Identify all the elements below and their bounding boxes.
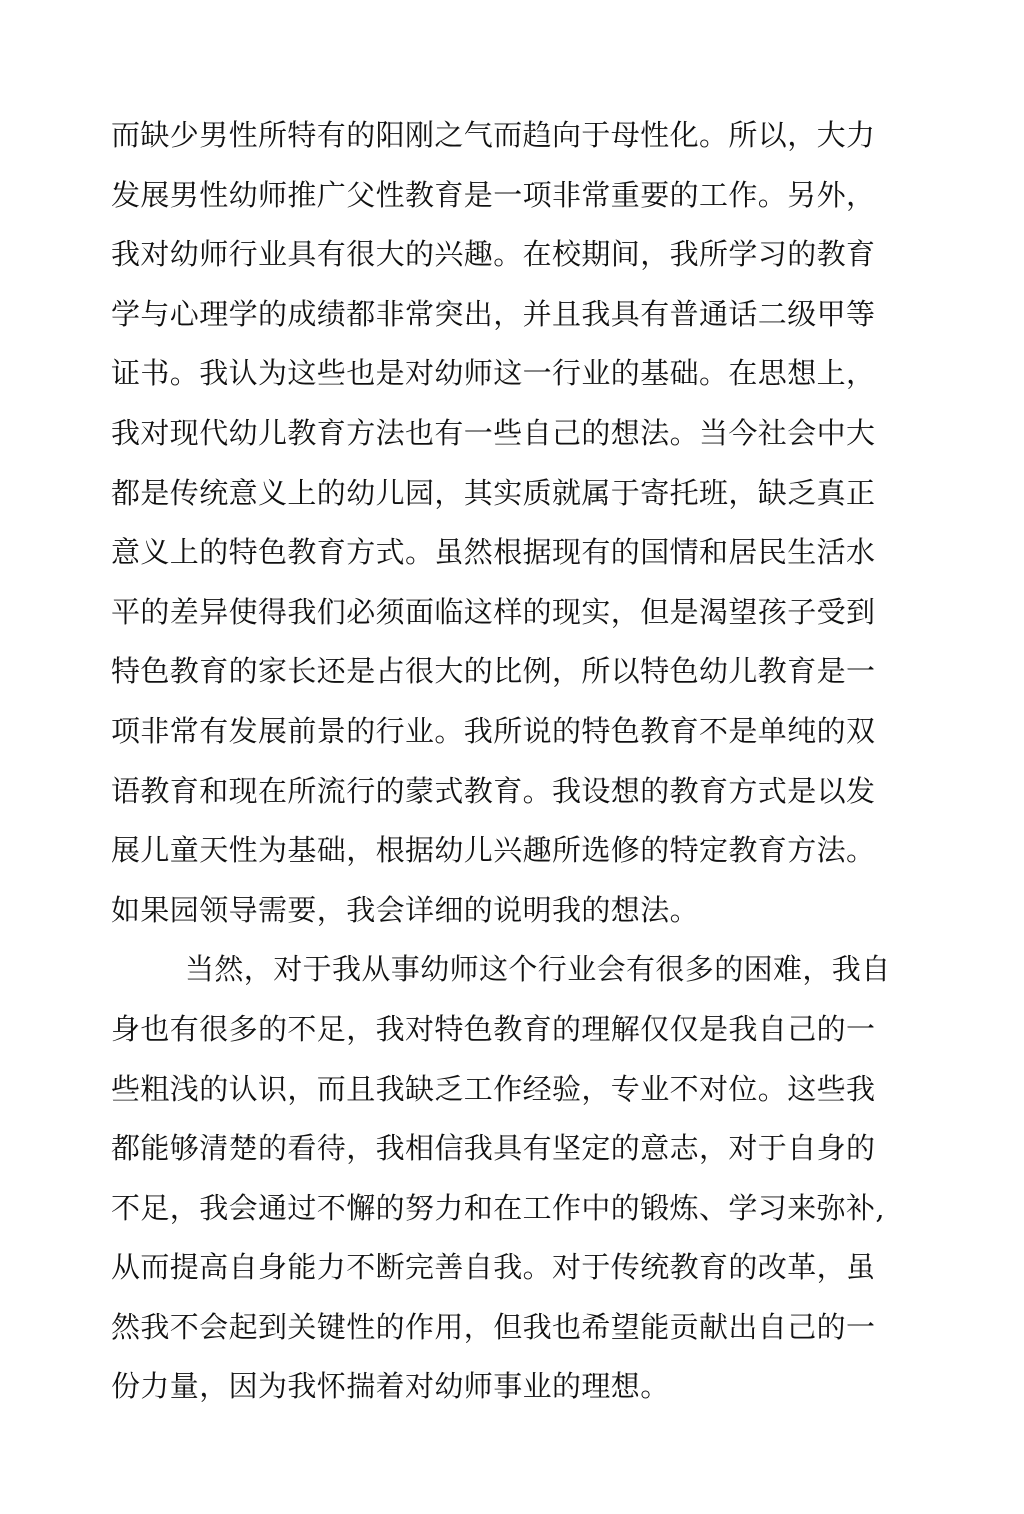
paragraph-1-line: 证书。我认为这些也是对幼师这一行业的基础。在思想上，	[111, 356, 876, 391]
paragraph-1-line: 特色教育的家长还是占很大的比例，所以特色幼儿教育是一	[111, 654, 876, 689]
paragraph-2-line: 不足，我会通过不懈的努力和在工作中的锻炼、学习来弥补,	[111, 1190, 886, 1225]
paragraph-2-line: 然我不会起到关键性的作用，但我也希望能贡献出自己的一	[111, 1309, 876, 1344]
paragraph-2-line: 都能够清楚的看待，我相信我具有坚定的意志，对于自身的	[111, 1131, 876, 1166]
paragraph-1-line: 平的差异使得我们必须面临这样的现实，但是渴望孩子受到	[111, 594, 876, 629]
paragraph-1-line: 学与心理学的成绩都非常突出，并且我具有普通话二级甲等	[111, 296, 876, 331]
paragraph-2-line: 些粗浅的认识，而且我缺乏工作经验，专业不对位。这些我	[111, 1071, 876, 1106]
paragraph-1-line: 项非常有发展前景的行业。我所说的特色教育不是单纯的双	[111, 713, 876, 748]
paragraph-1-line: 意义上的特色教育方式。虽然根据现有的国情和居民生活水	[111, 535, 876, 570]
paragraph-1-line: 如果园领导需要，我会详细的说明我的想法。	[111, 892, 700, 927]
paragraph-2-first-line: 当然，对于我从事幼师这个行业会有很多的困难，我自	[185, 952, 891, 987]
paragraph-1-line: 展儿童天性为基础，根据幼儿兴趣所选修的特定教育方法。	[111, 833, 876, 868]
paragraph-1-line: 都是传统意义上的幼儿园，其实质就属于寄托班，缺乏真正	[111, 475, 876, 510]
paragraph-1-line: 而缺少男性所特有的阳刚之气而趋向于母性化。所以，大力	[111, 118, 876, 152]
paragraph-1-line: 语教育和现在所流行的蒙式教育。我设想的教育方式是以发	[111, 773, 876, 808]
paragraph-1-line: 我对现代幼儿教育方法也有一些自己的想法。当今社会中大	[111, 415, 876, 450]
document-body	[111, 106, 891, 1417]
paragraph-2-line: 身也有很多的不足，我对特色教育的理解仅仅是我自己的一	[111, 1011, 876, 1046]
paragraph-1-line: 发展男性幼师推广父性教育是一项非常重要的工作。另外，	[111, 177, 876, 212]
paragraph-1-line: 我对幼师行业具有很大的兴趣。在校期间，我所学习的教育	[111, 237, 876, 272]
paragraph-2-line: 从而提高自身能力不断完善自我。对于传统教育的改革，虽	[111, 1250, 876, 1285]
paragraph-2-line: 份力量，因为我怀揣着对幼师事业的理想。	[111, 1369, 670, 1404]
